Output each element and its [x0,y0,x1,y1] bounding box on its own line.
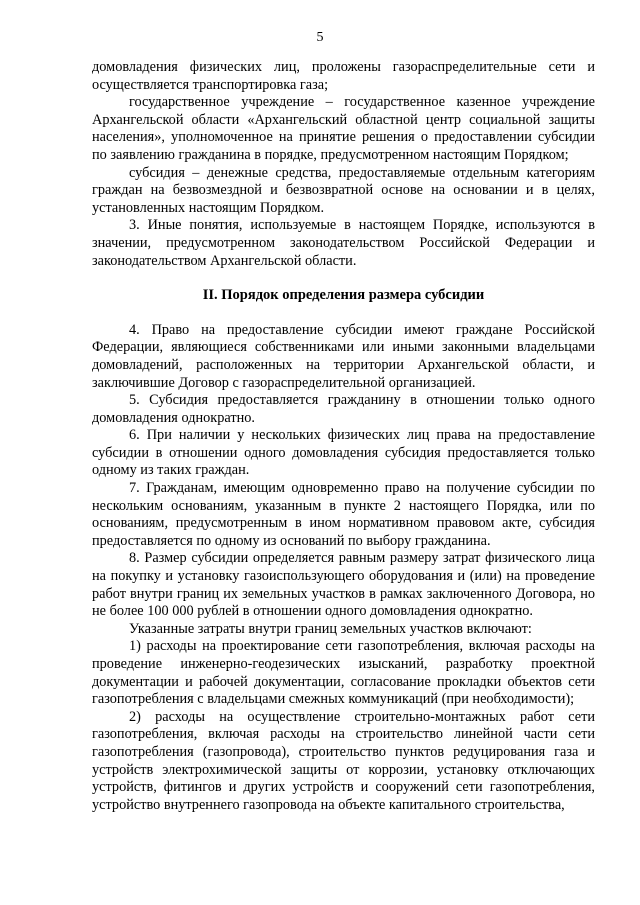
paragraphs-after-heading [92,322,595,815]
paragraph: субсидия – денежные средства, предоставляемые отдельным категориям граждан на безвозмездной и безвозвратной основе на основании и в целях, установленных настоящим Порядком. [92,164,595,216]
page-number: 5 [316,30,324,45]
paragraph: государственное учреждение – государственное казенное учреждение Архангельской области «Архангельский областной центр социальной защиты населения», уполномоченное на принятие решения о предоставлении субсидии по заявлению гражданина в порядке, предусмотренном настоящим Порядком; [92,94,595,163]
document-body [92,59,595,814]
paragraph: 7. Гражданам, имеющим одновременно право на получение субсидии по нескольким основаниям, указанным в пункте 2 настоящего Порядка, или по основаниям, предусмотренным в ином нормативном правовом акте, субсидия предоставляется по одному из оснований по выбору гражданина. [92,480,595,549]
paragraph: 4. Право на предоставление субсидии имеют граждане Российской Федерации, являющиеся собственниками или иными законными владельцами домовладений, расположенных на территории Архангельской области, и заключившие Договор с газораспределительной организацией. [92,321,595,391]
paragraph: Указанные затраты внутри границ земельных участков включают: [129,620,532,637]
paragraph: 6. При наличии у нескольких физических лиц права на предоставление субсидии в отношении одного домовладения субсидия предоставляется только одному из таких граждан. [92,427,595,479]
paragraph: 2) расходы на осуществление строительно-монтажных работ сети газопотребления, включая расходы на строительство линейной части сети газопотребления (газопровода), строительство пунктов редуцирования газа и устройств электрохимической защиты от коррозии, установку отключающих устройств, фитингов и других устройств и сооружений сети газопотребления, устройство внутреннего газопровода на объекте капитального строительства, [92,708,595,813]
paragraph: 3. Иные понятия, используемые в настоящем Порядке, используются в значении, предусмотренном законодательством Российской Федерации и законодательством Архангельской области. [92,217,595,269]
section-heading: II. Порядок определения размера субсидии [202,287,485,304]
paragraph: 5. Субсидия предоставляется гражданину в отношении только одного домовладения однократно. [92,392,595,426]
paragraph: домовладения физических лиц, проложены газораспределительные сети и осуществляется транспортировка газа; [92,59,595,93]
paragraph: 1) расходы на проектирование сети газопотребления, включая расходы на проведение инженерно-геодезических изысканий, разработку проектной документации и рабочей документации, согласование прокладки объектов сети газопотребления с владельцами смежных коммуникаций (при необходимости); [92,638,595,708]
paragraphs-before-heading [92,59,595,270]
paragraph: 8. Размер субсидии определяется равным размеру затрат физического лица на покупку и установку газоиспользующего оборудования и (или) на проведение работ внутри границ их земельных участков в рамках заключенного Договора, но не более 100 000 рублей в отношении одного домовладения однократно. [92,550,595,620]
